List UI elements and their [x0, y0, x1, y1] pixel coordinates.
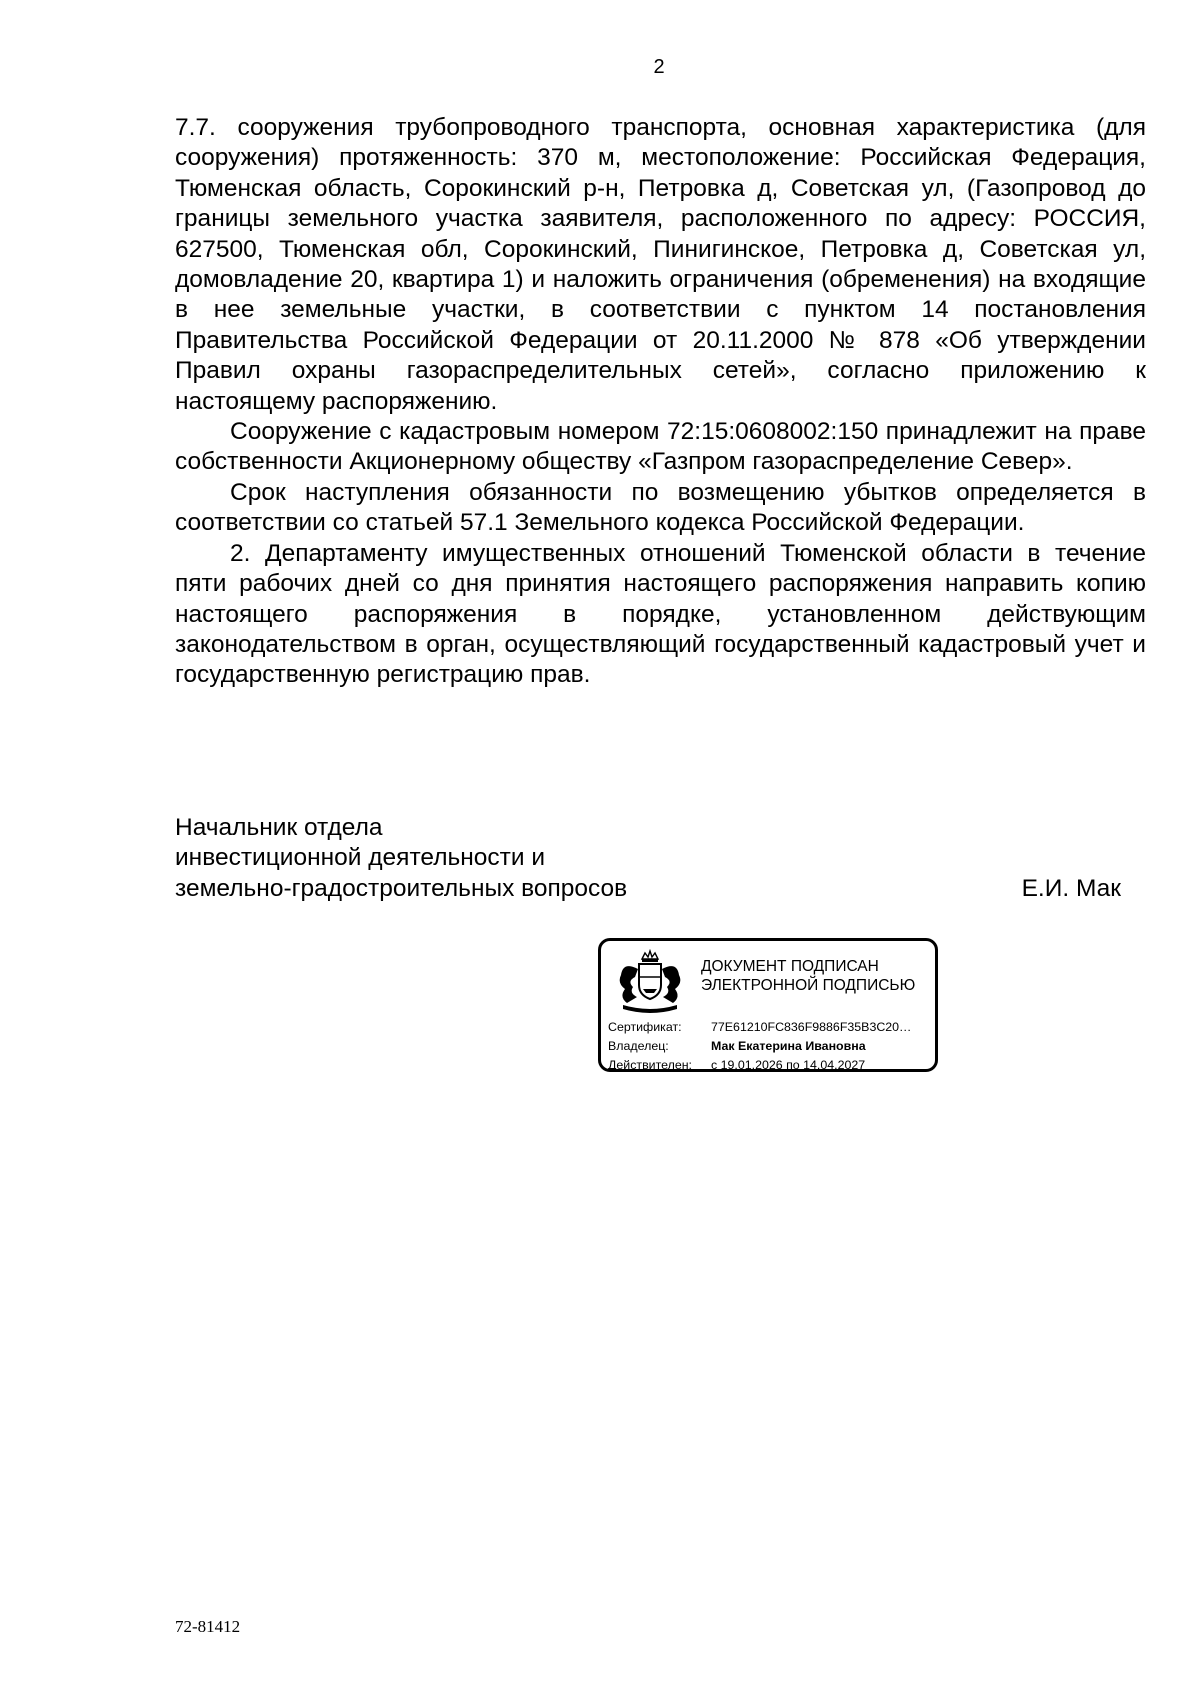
electronic-signature-stamp [598, 938, 938, 1072]
validity-row [608, 1056, 911, 1075]
signer-block [175, 813, 1146, 904]
tyumen-coat-of-arms-icon [611, 949, 689, 1013]
validity-label: Действителен: [608, 1058, 692, 1072]
paragraph-item-7-7: 7.7. сооружения трубопроводного транспорта, основная характеристика (для сооружения) протяженность: 370 м, местоположение: Российская Федерация, Тюменская область, Сорокинский р-н, Петровка д, Советская ул, (Газопровод до границы земельного участка заявителя, расположенного по адресу: РОССИЯ, 627500, Тюменская обл, Сорокинский, Пинигинское, Петровка д, Советская ул, домовладение 20, квартира 1) и наложить ограничения (обременения) на входящие в нее земельные участки, в соответствии с пунктом 14 постановления Правительства Российской Федерации от 20.11.2000 № 878 «Об утверждении Правил охраны газораспределительных сетей», согласно приложению к настоящему распоряжению. [175, 114, 1146, 415]
owner-label: Владелец: [608, 1039, 669, 1053]
signer-title-line: инвестиционной деятельности и [175, 844, 546, 872]
stamp-heading [701, 957, 933, 995]
certificate-value: 77E61210FC836F9886F35B3C20… [711, 1020, 912, 1034]
document-body [175, 113, 1146, 691]
paragraph-ownership: Сооружение с кадастровым номером 72:15:0608002:150 принадлежит на праве собственности Акционерному обществу «Газпром газораспределение Север». [175, 418, 1146, 476]
certificate-label: Сертификат: [608, 1020, 682, 1034]
signer-title-line: земельно-градостроительных вопросов [175, 874, 628, 902]
stamp-heading-line: ДОКУМЕНТ ПОДПИСАН [701, 958, 879, 975]
certificate-row [608, 1018, 911, 1037]
owner-row [608, 1037, 911, 1056]
signer-name: Е.И. Мак [1021, 874, 1121, 902]
owner-value: Мак Екатерина Ивановна [711, 1039, 866, 1053]
paragraph-item-2: 2. Департаменту имущественных отношений Тюменской области в течение пяти рабочих дней со дня принятия настоящего распоряжения направить копию настоящего распоряжения в порядке, установленном действующим законодательством в орган, осуществляющий государственный кадастровый учет и государственную регистрацию прав. [175, 539, 1146, 689]
stamp-details [608, 1018, 911, 1075]
signer-title-line: Начальник отдела [175, 814, 383, 841]
document-code: 72-81412 [175, 1617, 241, 1636]
stamp-heading-line: ЭЛЕКТРОННОЙ ПОДПИСЬЮ [701, 977, 916, 994]
signer-title [175, 813, 1146, 904]
page-number: 2 [653, 56, 665, 78]
paragraph-damages: Срок наступления обязанности по возмещению убытков определяется в соответствии со статьей 57.1 Земельного кодекса Российской Федерации. [175, 478, 1146, 537]
validity-value: с 19.01.2026 по 14.04.2027 [711, 1058, 866, 1072]
